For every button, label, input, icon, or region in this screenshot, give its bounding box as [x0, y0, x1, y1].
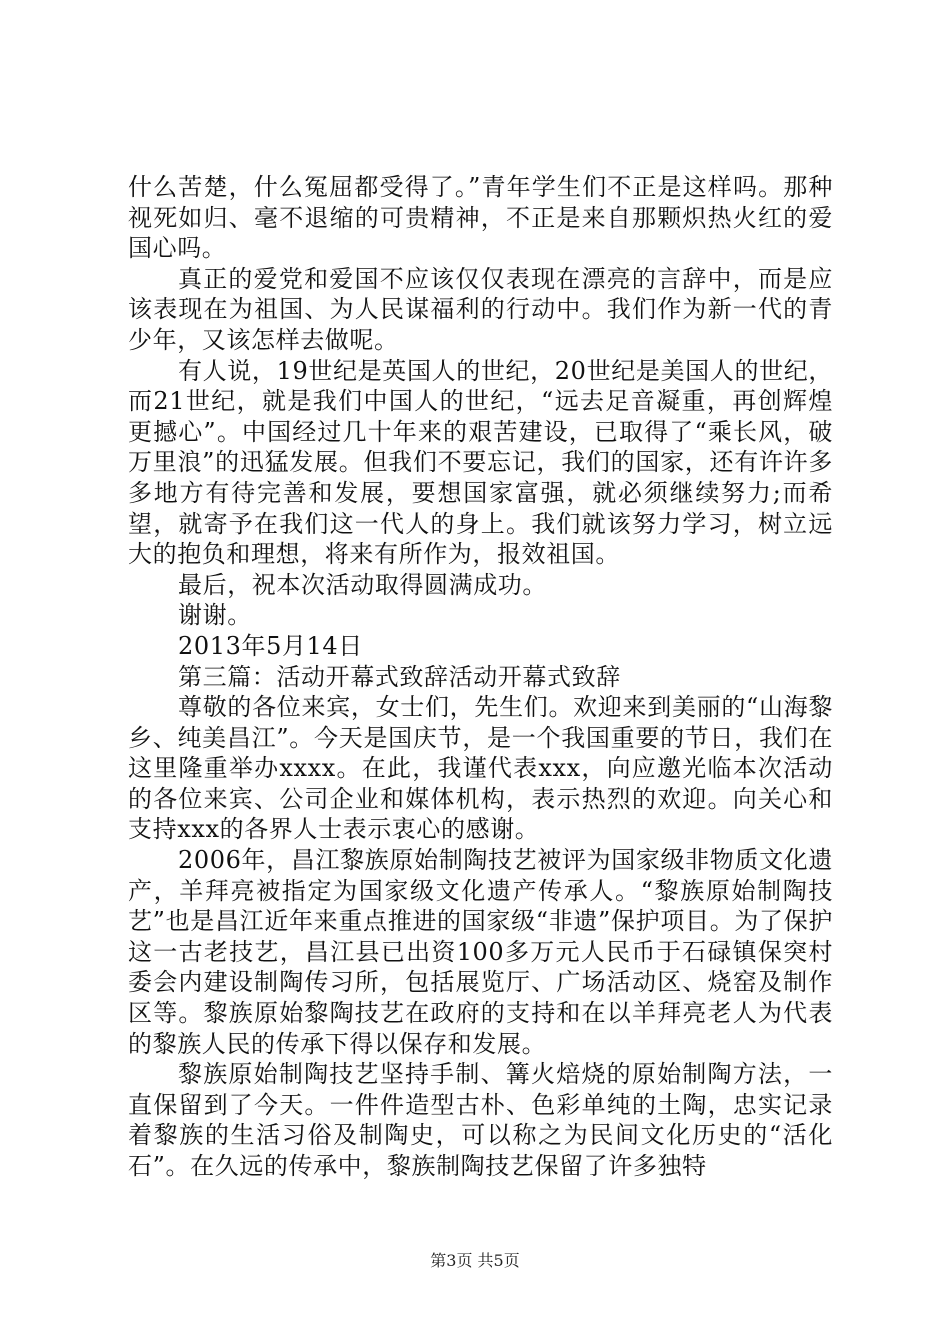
- paragraph: 有人说，19世纪是英国人的世纪，20世纪是美国人的世纪，而21世纪，就是我们中国人的世纪，“远去足音凝重，再创辉煌更撼心”。中国经过几十年来的艰苦建设，已取得了“乘长风，破万里浪”的迅猛发展。但我们不要忘记，我们的国家，还有许许多多地方有待完善和发展，要想国家富强，就必须继续努力;而希望，就寄予在我们这一代人的身上。我们就该努力学习，树立远大的抱负和理想，将来有所作为，报效祖国。: [128, 356, 833, 569]
- paragraph: 黎族原始制陶技艺坚持手制、篝火焙烧的原始制陶方法，一直保留到了今天。一件件造型古朴、色彩单纯的土陶，忠实记录着黎族的生活习俗及制陶史，可以称之为民间文化历史的“活化石”。在久远的传承中，黎族制陶技艺保留了许多独特: [128, 1060, 833, 1180]
- paragraph: 2006年，昌江黎族原始制陶技艺被评为国家级非物质文化遗产，羊拜亮被指定为国家级文化遗产传承人。“黎族原始制陶技艺”也是昌江近年来重点推进的国家级“非遗”保护项目。为了保护这一古老技艺，昌江县已出资100多万元人民币于石碌镇保突村委会内建设制陶传习所，包括展览厅、广场活动区、烧窑及制作区等。黎族原始黎陶技艺在政府的支持和在以羊拜亮老人为代表的黎族人民的传承下得以保存和发展。: [128, 846, 833, 1058]
- date-line: 2013年5月14日: [178, 631, 363, 660]
- paragraph: 最后，祝本次活动取得圆满成功。: [178, 570, 547, 599]
- paragraph: 真正的爱党和爱国不应该仅仅表现在漂亮的言辞中，而是应该表现在为祖国、为人民谋福利的行动中。我们作为新一代的青少年，又该怎样去做呢。: [128, 264, 833, 354]
- paragraph: 什么苦楚，什么冤屈都受得了。”青年学生们不正是这样吗。那种视死如归、毫不退缩的可贵精神，不正是来自那颗炽热火红的爱国心吗。: [128, 173, 833, 263]
- paragraph: 尊敬的各位来宾，女士们，先生们。欢迎来到美丽的“山海黎乡、纯美昌江”。今天是国庆节，是一个我国重要的节日，我们在这里隆重举办xxxx。在此，我谨代表xxx，向应邀光临本次活动的各位来宾、公司企业和媒体机构，表示热烈的欢迎。向关心和支持xxx的各界人士表示衷心的感谢。: [128, 693, 833, 844]
- document-body: [128, 172, 833, 1182]
- paragraph: 谢谢。: [178, 601, 252, 630]
- section-heading: 第三篇：活动开幕式致辞活动开幕式致辞: [178, 662, 621, 691]
- page-number-footer: 第3页 共5页: [430, 1251, 520, 1270]
